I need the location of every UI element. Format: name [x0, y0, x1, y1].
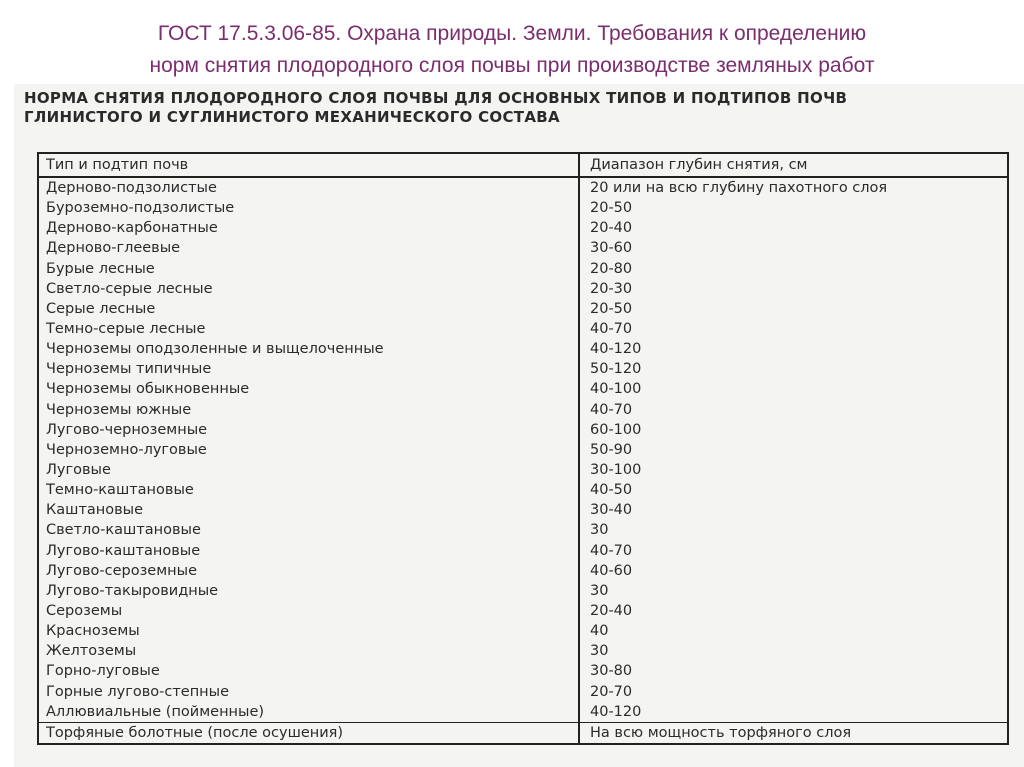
table-row [39, 259, 1007, 279]
cell-soil-type: Серые лесные [39, 299, 580, 319]
cell-depth-range: 30-100 [590, 461, 642, 478]
slide-title-line-1: ГОСТ 17.5.3.06-85. Охрана природы. Земли. Требования к определению [157, 22, 867, 45]
table-row [39, 541, 1007, 561]
table-row [39, 198, 1007, 218]
cell-depth-range: 20-40 [590, 220, 633, 237]
table-row [39, 581, 1007, 601]
cell-soil-type: Желтоземы [39, 641, 580, 661]
cell-depth-range: 30-40 [590, 502, 633, 519]
table-row [39, 400, 1007, 420]
cell-depth-range: 40-120 [590, 703, 642, 720]
table-row [39, 238, 1007, 258]
table-row [39, 520, 1007, 540]
cell-depth-range: 50-90 [590, 441, 633, 458]
cell-depth-range: 30 [590, 582, 609, 599]
scanned-document [14, 84, 1024, 767]
cell-soil-type: Торфяные болотные (после осушения) [39, 723, 580, 743]
table-row [39, 621, 1007, 641]
cell-soil-type: Бурые лесные [39, 259, 580, 279]
cell-depth-range: 20-70 [590, 683, 633, 700]
table-row [39, 299, 1007, 319]
cell-soil-type: Черноземы обыкновенные [39, 379, 580, 399]
cell-depth-range: 40 [590, 623, 609, 640]
table-row [39, 500, 1007, 520]
cell-soil-type: Светло-каштановые [39, 520, 580, 540]
cell-soil-type: Светло-серые лесные [39, 279, 580, 299]
column-header-depth-range: Диапазон глубин снятия, см [590, 157, 808, 173]
table-row [39, 420, 1007, 440]
cell-depth-range: 30 [590, 643, 609, 660]
cell-soil-type: Черноземно-луговые [39, 440, 580, 460]
cell-soil-type: Черноземы южные [39, 400, 580, 420]
cell-soil-type: Аллювиальные (пойменные) [39, 702, 580, 722]
cell-soil-type: Луговые [39, 460, 580, 480]
cell-soil-type: Черноземы оподзоленные и выщелоченные [39, 339, 580, 359]
table-row [39, 440, 1007, 460]
cell-depth-range: 20-30 [590, 280, 633, 297]
cell-soil-type: Лугово-каштановые [39, 541, 580, 561]
table-row [39, 480, 1007, 500]
cell-soil-type: Темно-каштановые [39, 480, 580, 500]
cell-soil-type: Буроземно-подзолистые [39, 198, 580, 218]
cell-depth-range: 20-50 [590, 200, 633, 217]
cell-depth-range: 30 [590, 522, 609, 539]
table-row [39, 682, 1007, 702]
cell-soil-type: Лугово-такыровидные [39, 581, 580, 601]
cell-depth-range: 20 или на всю глубину пахотного слоя [590, 180, 888, 196]
table-row [39, 561, 1007, 581]
table-header-row [39, 154, 1007, 178]
cell-depth-range: 40-60 [590, 562, 633, 579]
table-row [39, 319, 1007, 339]
cell-depth-range: 50-120 [590, 361, 642, 378]
cell-soil-type: Черноземы типичные [39, 359, 580, 379]
table-row [39, 279, 1007, 299]
cell-depth-range: 20-40 [590, 602, 633, 619]
document-heading-line-1: НОРМА СНЯТИЯ ПЛОДОРОДНОГО СЛОЯ ПОЧВЫ ДЛЯ ОСНОВНЫХ ТИПОВ И ПОДТИПОВ ПОЧВ [24, 89, 848, 107]
table-body [39, 178, 1007, 722]
cell-soil-type: Каштановые [39, 500, 580, 520]
table-row [39, 702, 1007, 722]
column-header-soil-type: Тип и подтип почв [39, 154, 580, 176]
table-row-peat [39, 722, 1007, 743]
cell-soil-type: Дерново-карбонатные [39, 218, 580, 238]
cell-depth-range: 40-70 [590, 542, 633, 559]
cell-soil-type: Лугово-сероземные [39, 561, 580, 581]
cell-soil-type: Дерново-подзолистые [39, 178, 580, 198]
table-row [39, 641, 1007, 661]
table-row [39, 661, 1007, 681]
slide-title-line-2: норм снятия плодородного слоя почвы при производстве земляных работ [149, 54, 875, 77]
soil-removal-table [37, 152, 1009, 745]
slide-title [0, 18, 1024, 82]
cell-soil-type: Лугово-черноземные [39, 420, 580, 440]
document-heading-line-2: ГЛИНИСТОГО И СУГЛИНИСТОГО МЕХАНИЧЕСКОГО СОСТАВА [24, 108, 560, 126]
table-row [39, 379, 1007, 399]
table-row [39, 339, 1007, 359]
cell-depth-range: 40-120 [590, 341, 642, 358]
document-heading [24, 89, 1019, 127]
table-row [39, 359, 1007, 379]
cell-soil-type: Дерново-глеевые [39, 238, 580, 258]
cell-soil-type: Темно-серые лесные [39, 319, 580, 339]
cell-soil-type: Красноземы [39, 621, 580, 641]
cell-soil-type: Горные лугово-степные [39, 682, 580, 702]
table-row [39, 218, 1007, 238]
cell-depth-range: 40-70 [590, 401, 633, 418]
table-row [39, 601, 1007, 621]
cell-depth-range: 30-80 [590, 663, 633, 680]
cell-depth-range: На всю мощность торфяного слоя [590, 724, 852, 741]
cell-depth-range: 40-70 [590, 320, 633, 337]
table-row [39, 178, 1007, 198]
cell-soil-type: Сероземы [39, 601, 580, 621]
cell-depth-range: 40-100 [590, 381, 642, 398]
cell-depth-range: 20-80 [590, 260, 633, 277]
cell-soil-type: Горно-луговые [39, 661, 580, 681]
cell-depth-range: 40-50 [590, 482, 633, 499]
cell-depth-range: 60-100 [590, 421, 642, 438]
cell-depth-range: 20-50 [590, 300, 633, 317]
cell-depth-range: 30-60 [590, 240, 633, 257]
table-row [39, 460, 1007, 480]
